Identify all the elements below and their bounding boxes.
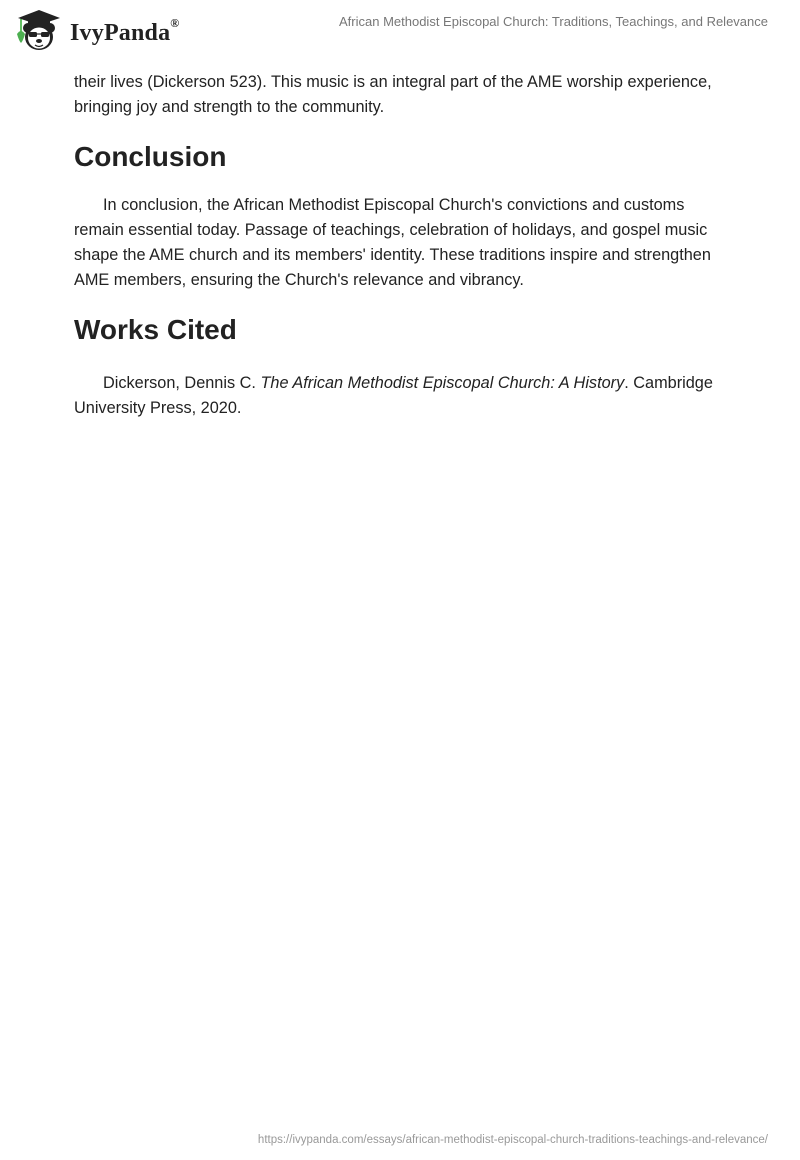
citation-publisher: . Cambridge University Press, 2020. [74, 374, 713, 417]
conclusion-paragraph: In conclusion, the African Methodist Episcopal Church's convictions and customs remain essential today. Passage of teachings, celebration of holidays, and gospel music shape the AME church and its members' identity. These traditions inspire and strengthen AME members, ensuring the Church's relevance and vibrancy. [74, 196, 711, 289]
citation-entry [74, 371, 734, 421]
source-url[interactable]: https://ivypanda.com/essays/african-methodist-episcopal-church-traditions-teachings-and-relevance/ [257, 1134, 768, 1146]
conclusion-heading: Conclusion [74, 141, 227, 172]
citation-author: Dickerson, Dennis C. [103, 374, 261, 392]
carryover-paragraph: their lives (Dickerson 523). This music is an integral part of the AME worship experience, bringing joy and strength to the community. [74, 73, 712, 116]
ivypanda-logo[interactable] [14, 8, 179, 52]
logo-text: IvyPanda® [70, 15, 180, 46]
essay-content [74, 70, 734, 421]
document-title: African Methodist Episcopal Church: Traditions, Teachings, and Relevance [339, 14, 768, 29]
panda-graduate-icon [14, 8, 64, 52]
page-header [0, 0, 800, 60]
works-cited-heading: Works Cited [74, 314, 237, 345]
citation-title: The African Methodist Episcopal Church: A History [260, 374, 625, 392]
